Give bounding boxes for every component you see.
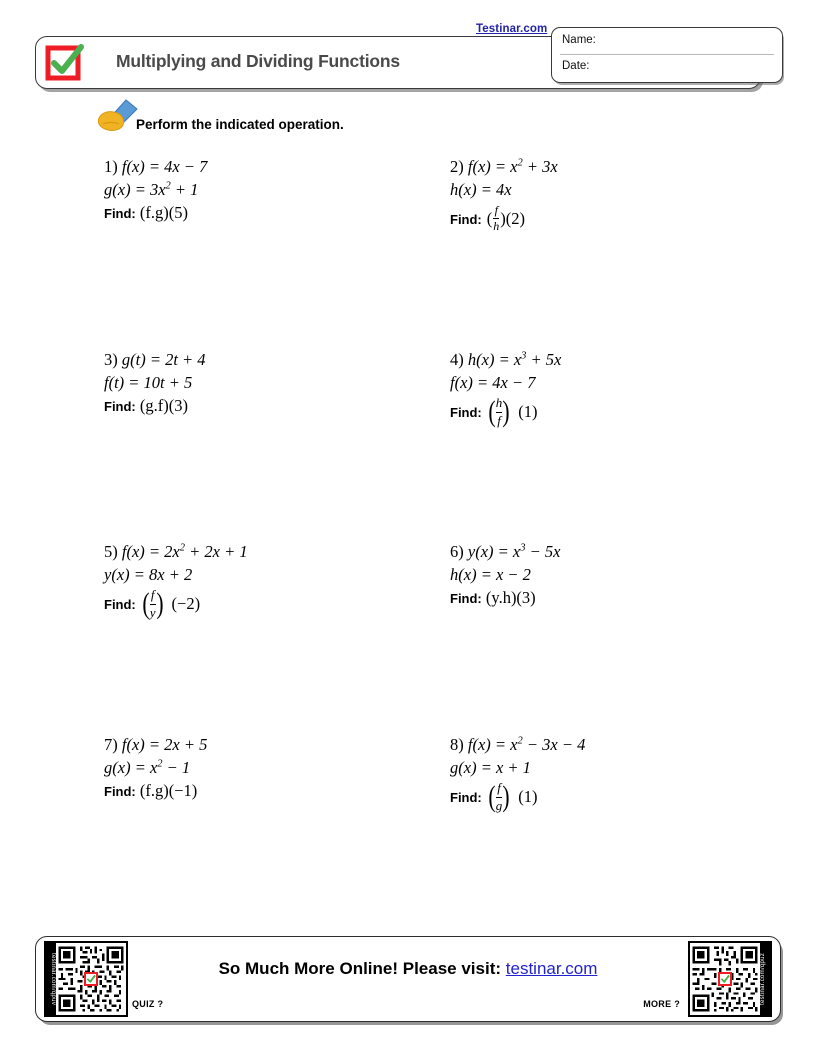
problem-2-expr-1-tail: + 3x <box>522 157 558 176</box>
problem-3-find-expr: (g.f)(3) <box>139 396 188 415</box>
problem-4-find-label: Find: <box>450 404 482 420</box>
right-paren: ) <box>502 395 510 428</box>
problem-7-number: 7) <box>104 735 118 754</box>
problem-4-numerator: h <box>495 395 503 411</box>
problem-8-expr-2: g(x) = x + 1 <box>450 758 531 777</box>
quiz-qr-image <box>56 943 126 1015</box>
problem-2-find-suffix: )(2) <box>500 208 525 228</box>
problem-8-line-1 <box>450 733 790 756</box>
problem-8 <box>450 733 790 812</box>
problem-1-expr-1: f(x) = 4x − 7 <box>121 157 208 176</box>
problem-3-find-label: Find: <box>104 399 136 414</box>
problem-5-fraction <box>141 588 165 619</box>
problem-8-expr-1-tail: − 3x − 4 <box>522 735 586 754</box>
problem-8-numerator: f <box>497 780 501 796</box>
left-paren: ( <box>142 587 150 620</box>
problem-2 <box>450 155 790 234</box>
problem-5 <box>104 540 444 619</box>
problem-8-find-suffix: (1) <box>518 786 538 806</box>
problem-5-numerator: f <box>150 587 155 603</box>
problem-6-expr-2: h(x) = x − 2 <box>450 565 531 584</box>
problem-3-line-2 <box>104 371 444 394</box>
problem-4-exponent: 3 <box>521 350 527 362</box>
problem-5-line-1 <box>104 540 444 563</box>
problem-1 <box>104 155 444 225</box>
problem-2-exponent: 2 <box>517 157 523 169</box>
problem-4-line-2 <box>450 371 790 394</box>
problem-4-find-line <box>450 397 790 427</box>
problem-1-number: 1) <box>104 157 118 176</box>
problem-5-expr-1: f(x) = 2x <box>121 542 180 561</box>
problem-5-fraction-stack <box>150 588 156 619</box>
problem-5-find-line <box>104 589 444 619</box>
problem-7-find-line <box>104 779 444 803</box>
problem-1-line-2 <box>104 178 444 201</box>
footer-link[interactable]: testinar.com <box>505 959 598 978</box>
problem-7-expr-1: f(x) = 2x + 5 <box>121 735 208 754</box>
problem-2-line-2 <box>450 178 790 201</box>
page-title: Multiplying and Dividing Functions <box>116 51 400 71</box>
right-paren: ) <box>155 587 164 620</box>
problem-3-expr-1: g(t) = 2t + 4 <box>121 350 206 369</box>
more-qr-url-label: testinar.com/qpuz <box>760 943 770 1015</box>
left-paren: ( <box>488 395 496 428</box>
problem-5-line-2 <box>104 563 444 586</box>
problem-4-expr-2: f(x) = 4x − 7 <box>450 373 536 392</box>
right-paren: ) <box>502 780 510 813</box>
problem-2-fraction <box>493 204 499 232</box>
problem-7-line-2 <box>104 756 444 779</box>
problem-5-find-suffix: (−2) <box>171 593 201 613</box>
problem-4-denominator: f <box>497 413 501 428</box>
problem-6-find-label: Find: <box>450 591 482 606</box>
left-paren: ( <box>488 780 496 813</box>
problem-6-expr-1: y(x) = x <box>467 542 521 561</box>
green-check-in-red-box-icon <box>45 43 85 83</box>
problem-6 <box>450 540 790 610</box>
problem-7-find-expr: (f.g)(−1) <box>139 781 198 800</box>
problem-4-line-1 <box>450 348 790 371</box>
problem-8-number: 8) <box>450 735 464 754</box>
problem-2-line-1 <box>450 155 790 178</box>
problem-3-number: 3) <box>104 350 118 369</box>
problem-7-exponent: 2 <box>157 758 163 770</box>
problem-1-line-1 <box>104 155 444 178</box>
name-date-divider <box>560 54 774 55</box>
problem-3-find-line <box>104 394 444 418</box>
problem-8-find-line <box>450 782 790 812</box>
problem-1-find-expr: (f.g)(5) <box>139 203 188 222</box>
problem-2-number: 2) <box>450 157 464 176</box>
problem-2-find-line <box>450 204 790 234</box>
problem-5-expr-1-tail: + 2x + 1 <box>184 542 248 561</box>
problem-6-line-2 <box>450 563 790 586</box>
problem-8-find-label: Find: <box>450 789 482 805</box>
quiz-qr-code[interactable] <box>44 941 128 1017</box>
footer-text <box>36 959 780 979</box>
site-link[interactable]: Testinar.com <box>476 23 548 35</box>
more-qr-image <box>690 943 760 1015</box>
name-date-box <box>551 27 783 83</box>
problem-8-fraction-stack <box>496 781 503 812</box>
problem-2-find-label: Find: <box>450 211 482 227</box>
problem-7-expr-2-tail: − 1 <box>162 758 191 777</box>
quiz-qr-caption: QUIZ ? <box>132 999 164 1009</box>
problem-4-expr-1-tail: + 5x <box>526 350 562 369</box>
problem-1-find-label: Find: <box>104 206 136 221</box>
problem-6-exponent: 3 <box>520 542 526 554</box>
problem-2-denominator: h <box>493 218 500 233</box>
problem-1-find-line <box>104 201 444 225</box>
problem-8-fraction <box>487 781 512 812</box>
page-header <box>0 0 816 100</box>
problem-4-fraction <box>487 396 512 427</box>
problem-8-expr-1: f(x) = x <box>467 735 518 754</box>
problem-5-expr-2: y(x) = 8x + 2 <box>104 565 193 584</box>
footer-bar <box>35 936 781 1022</box>
problem-1-expr-2: g(x) = 3x <box>104 180 166 199</box>
problem-4-find-suffix: (1) <box>518 401 538 421</box>
problem-7-expr-2: g(x) = x <box>104 758 158 777</box>
problem-4-number: 4) <box>450 350 464 369</box>
problem-6-find-line <box>450 586 790 610</box>
problem-2-find-prefix: ( <box>486 208 493 228</box>
problem-4-fraction-stack <box>496 396 503 427</box>
problem-3 <box>104 348 444 418</box>
problem-7-find-label: Find: <box>104 784 136 799</box>
problem-1-exponent: 2 <box>165 180 171 192</box>
problem-4-expr-1: h(x) = x <box>467 350 522 369</box>
problem-2-expr-2: h(x) = 4x <box>450 180 512 199</box>
problem-8-exponent: 2 <box>517 735 523 747</box>
more-qr-code[interactable] <box>688 941 772 1017</box>
problem-5-number: 5) <box>104 542 118 561</box>
problem-2-expr-1: f(x) = x <box>467 157 518 176</box>
problem-6-expr-1-tail: − 5x <box>525 542 561 561</box>
problem-6-number: 6) <box>450 542 464 561</box>
date-field-label: Date: <box>562 60 590 72</box>
name-field-label: Name: <box>562 34 596 46</box>
problem-6-find-expr: (y.h)(3) <box>485 588 536 607</box>
problem-4 <box>450 348 790 427</box>
quiz-qr-url-label: testinar.com/qpuv <box>46 943 56 1015</box>
problem-5-find-label: Find: <box>104 596 136 612</box>
problem-7-line-1 <box>104 733 444 756</box>
problem-8-denominator: g <box>495 798 503 813</box>
problem-7 <box>104 733 444 803</box>
footer-text-before: So Much More Online! Please visit: <box>218 959 506 978</box>
instruction-text: Perform the indicated operation. <box>136 117 344 132</box>
problem-1-expr-2-tail: + 1 <box>170 180 199 199</box>
problem-6-line-1 <box>450 540 790 563</box>
problem-3-line-1 <box>104 348 444 371</box>
problem-2-numerator: f <box>494 202 498 217</box>
more-qr-caption: MORE ? <box>643 999 680 1009</box>
problem-5-exponent: 2 <box>179 542 185 554</box>
problem-5-denominator: y <box>149 605 156 620</box>
problem-3-expr-2: f(t) = 10t + 5 <box>104 373 193 392</box>
problem-8-line-2 <box>450 756 790 779</box>
